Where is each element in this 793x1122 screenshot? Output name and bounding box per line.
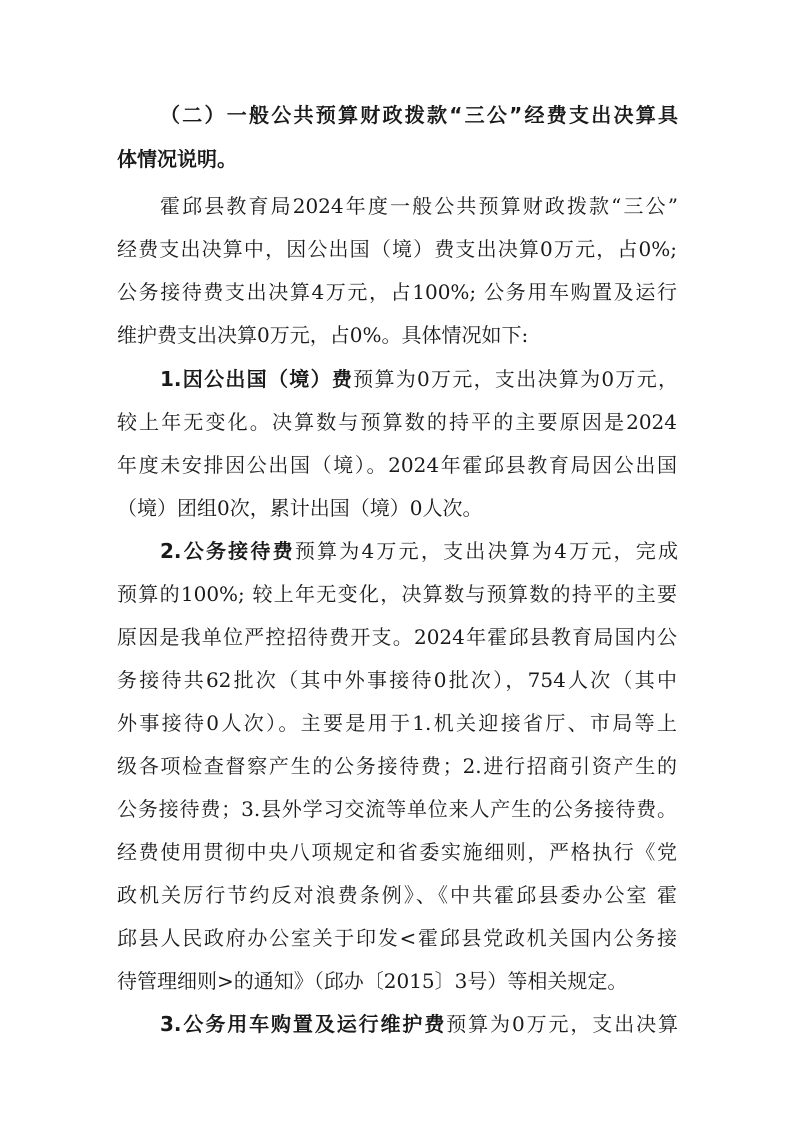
item2-line: 公务接待费；3.县外学习交流等单位来人产生的公务接待费。: [117, 797, 677, 821]
item2-first-line-rest: 预算为4万元，支出决算为4万元，完成: [294, 539, 678, 563]
section-heading-line-1: （二）一般公共预算财政拨款“三公”经费支出决算具: [160, 103, 678, 127]
section-heading-line-2: 体情况说明。: [117, 147, 237, 171]
item2-line: 务接待共62批次（其中外事接待0批次），754人次（其中: [117, 668, 677, 692]
item2-line: 外事接待0人次）。主要是用于1.机关迎接省厅、市局等上: [117, 711, 677, 735]
item1-first-line: [160, 361, 678, 397]
item1-title: 1.因公出国（境）费: [160, 367, 354, 391]
intro-line-2: 经费支出决算中，因公出国（境）费支出决算0万元，占0%;: [117, 237, 677, 261]
item3-title: 3.公务用车购置及运行维护费: [160, 1012, 447, 1036]
item2-line: 政机关厉行节约反对浪费条例》、《中共霍邱县委办公室 霍: [117, 883, 677, 907]
item2-line: 经费使用贯彻中央八项规定和省委实施细则，严格执行《党: [117, 840, 677, 864]
item1-line: 年度未安排因公出国（境）。2024年霍邱县教育局因公出国: [117, 453, 677, 477]
item3-first-line-rest: 预算为0万元，支出决算: [446, 1012, 678, 1036]
item2-line: 邱县人民政府办公室关于印发<霍邱县党政机关国内公务接: [117, 926, 677, 950]
item2-first-line: [160, 533, 678, 569]
intro-line-4: 维护费支出决算0万元，占0%。具体情况如下:: [117, 323, 529, 347]
intro-line-1: 霍邱县教育局2024年度一般公共预算财政拨款“三公”: [160, 194, 678, 218]
item2-title: 2.公务接待费: [160, 539, 295, 563]
intro-line-3: 公务接待费支出决算4万元，占100%; 公务用车购置及运行: [117, 280, 677, 304]
item1-line: 较上年无变化。决算数与预算数的持平的主要原因是2024: [117, 410, 677, 434]
item2-line: 原因是我单位严控招待费开支。2024年霍邱县教育局国内公: [117, 625, 677, 649]
item2-line: 级各项检查督察产生的公务接待费；2.进行招商引资产生的: [117, 754, 677, 778]
item2-line: 预算的100%; 较上年无变化，决算数与预算数的持平的主要: [117, 582, 677, 606]
item2-line: 待管理细则>的通知》（邱办〔2015〕3号）等相关规定。: [117, 969, 628, 993]
item1-line: （境）团组0次，累计出国（境）0人次。: [117, 496, 483, 520]
item1-first-line-rest: 预算为0万元，支出决算为0万元，: [353, 367, 678, 391]
item3-first-line: [160, 1006, 678, 1042]
